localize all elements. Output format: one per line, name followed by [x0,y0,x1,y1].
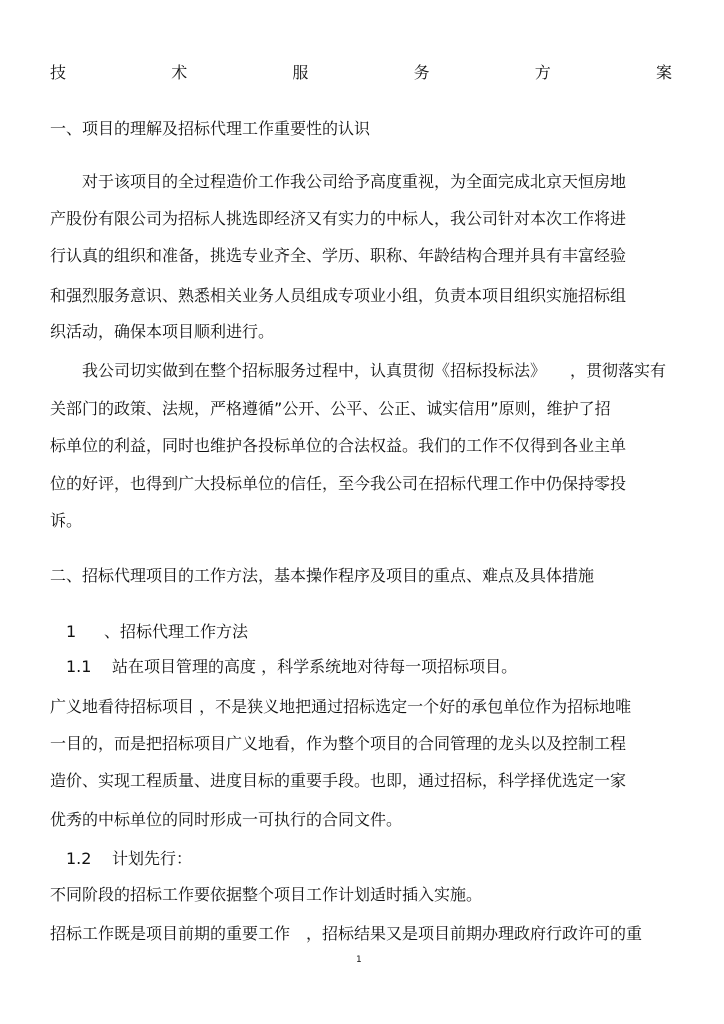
subsection-number: 1 [66,622,77,641]
title-char: 技 [50,63,67,82]
paragraph-2-line: 标单位的利益，同时也维护各投标单位的合法权益。我们的工作不仅得到各业主单 [50,436,627,455]
subsection-number: 1.2 [66,849,92,868]
paragraph-1-line: 产股份有限公司为招标人挑选即经济又有实力的中标人，我公司针对本次工作将进 [50,209,627,228]
title-char: 务 [413,63,430,82]
title-char: 案 [655,63,672,82]
paragraph-3-line: 优秀的中标单位的同时形成一可执行的合同文件。 [50,810,403,829]
paragraph-1-line: 织活动，确保本项目顺利进行。 [50,322,275,341]
paragraph-3-line: 造价、实现工程质量、进度目标的重要手段。也即，通过招标，科学择优选定一家 [50,771,627,790]
subsection-1-1-heading [66,657,517,677]
paragraph-1-line: 和强烈服务意识、熟悉相关业务人员组成专项业小组，负责本项目组织实施招标组 [50,286,627,305]
page-number: 1 [356,955,362,965]
paragraph-2-line: 位的好评，也得到广大投标单位的信任，至今我公司在招标代理工作中仍保持零投 [50,474,627,493]
paragraph-4-line: 招标工作既是项目前期的重要工作 ，招标结果又是项目前期办理政府行政许可的重 [50,924,643,943]
subsection-1-2-heading [66,849,192,869]
paragraph-2-line: 我公司切实做到在整个招标服务过程中，认真贯彻《招标投标法》 ，贯彻落实有 [82,361,667,380]
title-char: 术 [171,63,188,82]
section-1-heading: 一、项目的理解及招标代理工作重要性的认识 [50,119,371,138]
paragraph-1-line: 对于该项目的全过程造价工作我公司给予高度重视，为全面完成北京天恒房地 [82,172,627,191]
title-char: 服 [292,63,309,82]
paragraph-3-line: 一目的，而是把招标项目广义地看，作为整个项目的合同管理的龙头以及控制工程 [50,734,627,753]
subsection-number: 1.1 [66,657,92,676]
subsection-title: 、招标代理工作方法 [104,622,249,641]
document-title [50,63,672,83]
section-2-heading: 二、招标代理项目的工作方法，基本操作程序及项目的重点、难点及具体措施 [50,566,595,585]
paragraph-4-line: 不同阶段的招标工作要依据整个项目工作计划适时插入实施。 [50,885,483,904]
subsection-title: 计划先行： [112,849,193,868]
subsection-1-heading [66,622,248,642]
title-char: 方 [534,63,551,82]
paragraph-2-line: 关部门的政策、法规，严格遵循”公开、公平、公正、诚实信用”原则，维护了招 [50,399,611,418]
paragraph-3-line: 广义地看待招标项目 ，不是狭义地把通过招标选定一个好的承包单位作为招标地唯 [50,697,632,716]
paragraph-1-line: 行认真的组织和准备，挑选专业齐全、学历、职称、年龄结构合理并具有丰富经验 [50,246,627,265]
subsection-title: 站在项目管理的高度 ，科学系统地对待每一项招标项目。 [112,657,518,676]
paragraph-2-line: 诉。 [50,511,83,530]
